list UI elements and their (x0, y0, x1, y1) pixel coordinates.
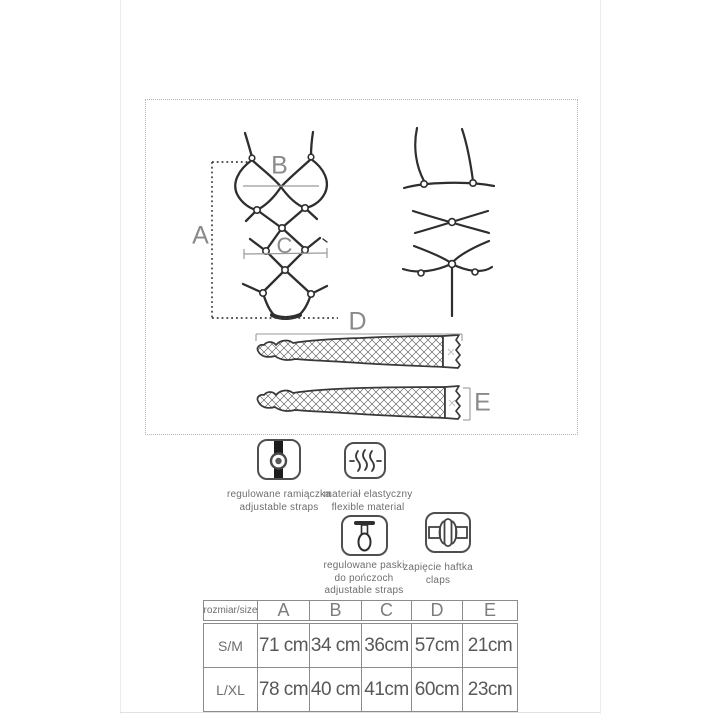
caption-line: flexible material (331, 501, 405, 513)
table-value-cell: 71 cm (258, 624, 309, 667)
caption-line: do pończoch (334, 572, 394, 584)
table-value-cell: 34 cm (310, 624, 361, 667)
label-a: A (192, 221, 210, 250)
adjustable-straps-icon (258, 440, 300, 479)
table-value-cell: 57cm (412, 624, 462, 667)
caption-line: adjustable straps (324, 585, 404, 596)
drawing-frame (145, 99, 578, 435)
table-value-cell: 78 cm (258, 668, 309, 711)
size-table-header (203, 600, 518, 621)
table-size-cell: L/XL (204, 668, 257, 711)
table-header-cell: B (310, 601, 361, 620)
photo-bottom-edge (120, 712, 600, 713)
elastic-material-icon (345, 443, 385, 478)
clasp-icon (426, 513, 470, 552)
table-size-cell: S/M (204, 624, 257, 667)
table-header-cell: E (463, 601, 517, 620)
label-b: B (271, 151, 289, 180)
table-header-cell: A (258, 601, 309, 620)
table-value-cell: 21cm (463, 624, 517, 667)
caption-line: zapięcie haftka (403, 562, 473, 573)
table-value-cell: 60cm (412, 668, 462, 711)
caption-clasp (388, 562, 488, 587)
label-e: E (474, 388, 492, 417)
label-c: C (276, 233, 294, 258)
photo-right-edge (600, 0, 601, 714)
caption-line: regulowane ramiączka (226, 489, 332, 500)
caption-flexible-material (308, 489, 428, 514)
table-header-cell: C (362, 601, 411, 620)
caption-line: regulowane paski (323, 560, 405, 571)
caption-line: adjustable straps (239, 501, 319, 513)
table-value-cell: 23cm (463, 668, 517, 711)
caption-line: materiał elastyczny (323, 489, 413, 500)
table-header-cell: rozmiar/size (204, 601, 257, 620)
garter-straps-icon (342, 516, 387, 555)
photo-left-edge (120, 0, 121, 714)
table-value-cell: 41cm (362, 668, 411, 711)
caption-line: claps (425, 574, 451, 586)
table-value-cell: 36cm (362, 624, 411, 667)
table-value-cell: 40 cm (310, 668, 361, 711)
size-table-body (203, 623, 518, 712)
label-d: D (348, 307, 368, 336)
table-header-cell: D (412, 601, 462, 620)
